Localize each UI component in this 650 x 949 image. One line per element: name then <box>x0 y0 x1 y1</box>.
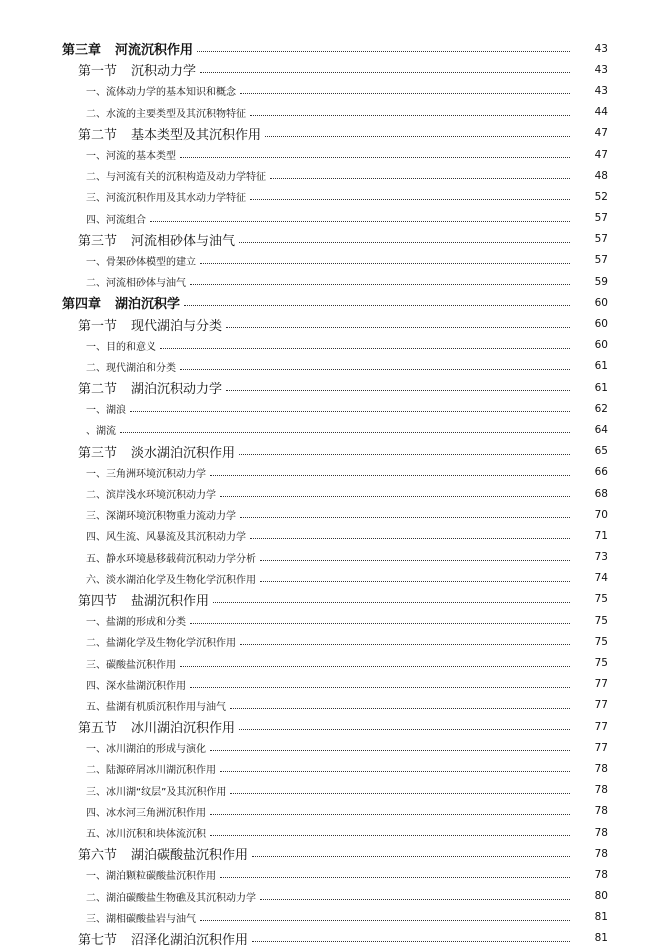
toc-item[interactable] <box>0 208 650 229</box>
toc-entry-title <box>86 698 226 713</box>
dot-leader <box>197 51 570 52</box>
toc-entry-label: 第四节 <box>78 593 118 609</box>
page-number: 48 <box>594 169 608 182</box>
toc-entry-title <box>78 60 196 79</box>
toc-entry-text: 现代湖泊与分类 <box>131 318 223 334</box>
dot-leader <box>150 221 570 222</box>
dot-leader <box>200 920 570 921</box>
toc-item[interactable] <box>0 504 650 525</box>
page-number: 43 <box>594 84 608 97</box>
dot-leader <box>239 242 570 243</box>
toc-entry-title <box>62 293 180 312</box>
page-number: 75 <box>594 657 608 670</box>
toc-entry-title <box>86 740 206 755</box>
toc-item[interactable] <box>0 801 650 822</box>
toc-item[interactable] <box>0 864 650 885</box>
toc-section[interactable] <box>0 313 650 334</box>
toc-item[interactable] <box>0 822 650 843</box>
toc-entry-label: 第五节 <box>78 721 118 737</box>
page-number: 61 <box>594 360 608 373</box>
page-number: 65 <box>594 445 608 458</box>
dot-leader <box>130 411 570 412</box>
toc-item[interactable] <box>0 356 650 377</box>
toc-item[interactable] <box>0 610 650 631</box>
toc-section[interactable] <box>0 843 650 864</box>
toc-entry-title <box>86 804 206 819</box>
toc-entry-title <box>86 528 246 543</box>
dot-leader <box>260 899 570 900</box>
dot-leader <box>239 729 570 730</box>
toc-entry-text: 四、冰水河三角洲沉积作用 <box>86 807 206 819</box>
page-number: 66 <box>594 466 608 479</box>
toc-chapter[interactable] <box>0 38 650 59</box>
page-number: 57 <box>594 254 608 267</box>
toc-section[interactable] <box>0 928 650 949</box>
dot-leader <box>210 835 570 836</box>
toc-entry-text: 一、流体动力学的基本知识和概念 <box>86 87 236 99</box>
toc-entry-text: 基本类型及其沉积作用 <box>131 127 262 143</box>
dot-leader <box>213 602 570 603</box>
toc-entry-title <box>86 634 236 649</box>
toc-item[interactable] <box>0 758 650 779</box>
toc-entry-title <box>78 230 235 249</box>
toc-entry-text: 一、三角洲环境沉积动力学 <box>86 468 206 480</box>
page-number: 44 <box>594 106 608 119</box>
toc-entry-text: 二、盐湖化学及生物化学沉积作用 <box>86 638 236 650</box>
dot-leader <box>260 581 570 582</box>
dot-leader <box>180 666 570 667</box>
toc-entry-title <box>86 274 186 289</box>
page-number: 77 <box>594 678 608 691</box>
toc-entry-title <box>86 401 126 416</box>
toc-entry-title <box>86 211 146 226</box>
dot-leader <box>240 93 570 94</box>
toc-entry-title <box>86 613 186 628</box>
dot-leader <box>230 793 570 794</box>
toc-entry-text: 五、冰川沉积和块体流沉积 <box>86 829 206 841</box>
toc-item[interactable] <box>0 102 650 123</box>
toc-entry-text: 三、湖相碳酸盐岩与油气 <box>86 913 196 925</box>
page-number: 80 <box>594 890 608 903</box>
toc-item[interactable] <box>0 525 650 546</box>
toc-item[interactable] <box>0 780 650 801</box>
toc-entry-title <box>78 717 235 736</box>
toc-entry-text: 三、冰川湖“纹层”及其沉积作用 <box>86 786 227 798</box>
toc-entry-title <box>86 571 256 586</box>
page-number: 61 <box>594 381 608 394</box>
toc-entry-title <box>78 378 222 397</box>
toc-entry-text: 二、滨岸浅水环境沉积动力学 <box>86 490 216 502</box>
dot-leader <box>190 623 570 624</box>
toc-entry-title <box>86 677 186 692</box>
dot-leader <box>270 178 570 179</box>
page-number: 78 <box>594 762 608 775</box>
toc-entry-text: 湖泊沉积学 <box>115 297 181 313</box>
page-number: 78 <box>594 826 608 839</box>
toc-entry-text: 湖泊碳酸盐沉积作用 <box>131 848 249 864</box>
page-number: 70 <box>594 508 608 521</box>
toc-entry-label: 第三章 <box>62 43 102 59</box>
toc-entry-title <box>86 910 196 925</box>
dot-leader <box>160 348 570 349</box>
page-number: 68 <box>594 487 608 500</box>
toc-entry-title <box>86 83 236 98</box>
toc-item[interactable] <box>0 547 650 568</box>
toc-item[interactable] <box>0 462 650 483</box>
toc-entry-title <box>86 867 216 882</box>
page-number: 73 <box>594 551 608 564</box>
toc-entry-text: 六、淡水湖泊化学及生物化学沉积作用 <box>86 574 256 586</box>
page-number: 64 <box>594 423 608 436</box>
page-number: 75 <box>594 614 608 627</box>
toc-entry-title <box>86 168 266 183</box>
dot-leader <box>226 327 570 328</box>
toc-item[interactable] <box>0 186 650 207</box>
toc-entry-title <box>86 105 246 120</box>
toc-item[interactable] <box>0 335 650 356</box>
dot-leader <box>226 390 570 391</box>
page-number: 78 <box>594 847 608 860</box>
toc-entry-text: 二、水流的主要类型及其沉积物特征 <box>86 108 246 120</box>
toc-entry-text: 冰川湖泊沉积作用 <box>131 721 236 737</box>
dot-leader <box>220 877 570 878</box>
toc-entry-text: 三、碳酸盐沉积作用 <box>86 659 176 671</box>
dot-leader <box>230 708 570 709</box>
toc-entry-title <box>78 315 222 334</box>
toc-entry-text: 一、河流的基本类型 <box>86 151 176 163</box>
page-number: 78 <box>594 784 608 797</box>
toc-entry-title <box>86 486 216 501</box>
toc-item[interactable] <box>0 271 650 292</box>
page-number: 47 <box>594 148 608 161</box>
page-number: 47 <box>594 127 608 140</box>
table-of-contents <box>0 38 650 949</box>
toc-entry-text: 一、目的和意义 <box>86 341 156 353</box>
toc-entry-title <box>86 507 236 522</box>
toc-section[interactable] <box>0 589 650 610</box>
page-number: 78 <box>594 805 608 818</box>
toc-entry-title <box>86 359 176 374</box>
page-number: 78 <box>594 868 608 881</box>
toc-entry-label: 第六节 <box>78 848 118 864</box>
dot-leader <box>240 644 570 645</box>
page-number: 74 <box>594 572 608 585</box>
toc-entry-text: 二、陆源碎屑冰川湖沉积作用 <box>86 765 216 777</box>
page-number: 75 <box>594 593 608 606</box>
page-number: 81 <box>594 932 608 945</box>
toc-entry-text: 四、河流组合 <box>86 214 146 226</box>
toc-entry-title <box>86 761 216 776</box>
toc-section[interactable] <box>0 123 650 144</box>
toc-entry-text: 淡水湖泊沉积作用 <box>131 445 236 461</box>
page-number: 52 <box>594 190 608 203</box>
toc-entry-text: 一、冰川湖泊的形成与演化 <box>86 744 206 756</box>
page-number: 77 <box>594 720 608 733</box>
toc-entry-text: 河流相砂体与油气 <box>131 233 236 249</box>
toc-section[interactable] <box>0 229 650 250</box>
toc-entry-text: 湖泊沉积动力学 <box>131 382 223 398</box>
toc-entry-text: 二、河流相砂体与油气 <box>86 278 186 290</box>
toc-entry-title <box>78 442 235 461</box>
toc-entry-title <box>86 550 256 565</box>
dot-leader <box>184 305 570 306</box>
page-number: 81 <box>594 911 608 924</box>
toc-entry-label: 第二节 <box>78 382 118 398</box>
dot-leader <box>220 771 570 772</box>
page-number: 43 <box>594 63 608 76</box>
dot-leader <box>190 687 570 688</box>
toc-entry-title <box>78 844 248 863</box>
dot-leader <box>240 517 570 518</box>
toc-entry-title <box>78 929 248 948</box>
toc-entry-title <box>86 338 156 353</box>
page-number: 77 <box>594 741 608 754</box>
toc-entry-text: 河流沉积作用 <box>115 43 194 59</box>
toc-item[interactable] <box>0 631 650 652</box>
toc-entry-text: 一、湖浪 <box>86 405 126 417</box>
dot-leader <box>260 560 570 561</box>
dot-leader <box>250 115 570 116</box>
dot-leader <box>180 369 570 370</box>
toc-entry-text: 二、与河流有关的沉积构造及动力学特征 <box>86 172 266 184</box>
toc-item[interactable] <box>0 886 650 907</box>
toc-entry-title <box>86 253 196 268</box>
dot-leader <box>190 284 570 285</box>
toc-section[interactable] <box>0 59 650 80</box>
toc-entry-label: 第三节 <box>78 233 118 249</box>
toc-entry-text: 一、湖泊颗粒碳酸盐沉积作用 <box>86 871 216 883</box>
toc-entry-title <box>78 590 209 609</box>
toc-section[interactable] <box>0 441 650 462</box>
toc-item[interactable] <box>0 737 650 758</box>
toc-item[interactable] <box>0 568 650 589</box>
dot-leader <box>210 750 570 751</box>
page-number: 57 <box>594 233 608 246</box>
toc-entry-text: 一、盐湖的形成和分类 <box>86 617 186 629</box>
dot-leader <box>210 475 570 476</box>
toc-entry-label: 第二节 <box>78 127 118 143</box>
toc-entry-text: 沼泽化湖泊沉积作用 <box>131 932 249 948</box>
toc-section[interactable] <box>0 377 650 398</box>
toc-entry-title <box>86 189 246 204</box>
toc-item[interactable] <box>0 419 650 440</box>
toc-entry-title <box>86 889 256 904</box>
dot-leader <box>220 496 570 497</box>
page-number: 62 <box>594 402 608 415</box>
dot-leader <box>200 263 570 264</box>
dot-leader <box>200 72 570 73</box>
toc-item[interactable] <box>0 674 650 695</box>
page-number: 71 <box>594 529 608 542</box>
toc-entry-text: 三、深湖环境沉积物重力流动力学 <box>86 511 236 523</box>
page-number: 60 <box>594 296 608 309</box>
dot-leader <box>252 941 570 942</box>
page-number: 43 <box>594 42 608 55</box>
toc-entry-title <box>78 124 261 143</box>
toc-section[interactable] <box>0 716 650 737</box>
toc-item[interactable] <box>0 144 650 165</box>
toc-entry-title <box>86 656 176 671</box>
toc-entry-text: 二、湖泊碳酸盐生物礁及其沉积动力学 <box>86 892 256 904</box>
toc-entry-label: 第四章 <box>62 297 102 313</box>
page-number: 60 <box>594 318 608 331</box>
toc-entry-title <box>86 465 206 480</box>
toc-entry-text: 沉积动力学 <box>131 64 197 80</box>
toc-entry-text: 、湖流 <box>86 426 116 438</box>
toc-item[interactable] <box>0 165 650 186</box>
toc-entry-title <box>86 147 176 162</box>
page-number: 59 <box>594 275 608 288</box>
toc-entry-text: 三、河流沉积作用及其水动力学特征 <box>86 193 246 205</box>
dot-leader <box>250 538 570 539</box>
page-number: 57 <box>594 212 608 225</box>
toc-item[interactable] <box>0 483 650 504</box>
toc-entry-title <box>86 422 116 437</box>
toc-entry-title <box>86 783 226 798</box>
toc-entry-label: 第三节 <box>78 445 118 461</box>
dot-leader <box>120 432 570 433</box>
toc-entry-text: 二、现代湖泊和分类 <box>86 362 176 374</box>
toc-entry-text: 五、盐湖有机质沉积作用与油气 <box>86 701 226 713</box>
toc-entry-text: 一、骨架砂体模型的建立 <box>86 256 196 268</box>
toc-item[interactable] <box>0 907 650 928</box>
toc-item[interactable] <box>0 80 650 101</box>
toc-entry-text: 四、深水盐湖沉积作用 <box>86 680 186 692</box>
toc-item[interactable] <box>0 250 650 271</box>
toc-entry-label: 第一节 <box>78 64 118 80</box>
toc-item[interactable] <box>0 398 650 419</box>
dot-leader <box>239 454 570 455</box>
toc-entry-title <box>62 39 193 58</box>
page-number: 75 <box>594 635 608 648</box>
toc-entry-text: 盐湖沉积作用 <box>131 593 210 609</box>
page-number: 60 <box>594 339 608 352</box>
toc-item[interactable] <box>0 695 650 716</box>
toc-item[interactable] <box>0 652 650 673</box>
toc-entry-text: 四、风生流、风暴流及其沉积动力学 <box>86 532 246 544</box>
dot-leader <box>210 814 570 815</box>
toc-chapter[interactable] <box>0 292 650 313</box>
dot-leader <box>180 157 570 158</box>
page-number: 77 <box>594 699 608 712</box>
toc-entry-label: 第七节 <box>78 932 118 948</box>
toc-entry-title <box>86 825 206 840</box>
dot-leader <box>265 136 570 137</box>
dot-leader <box>252 856 570 857</box>
dot-leader <box>250 199 570 200</box>
toc-entry-text: 五、静水环境悬移载荷沉积动力学分析 <box>86 553 256 565</box>
toc-entry-label: 第一节 <box>78 318 118 334</box>
